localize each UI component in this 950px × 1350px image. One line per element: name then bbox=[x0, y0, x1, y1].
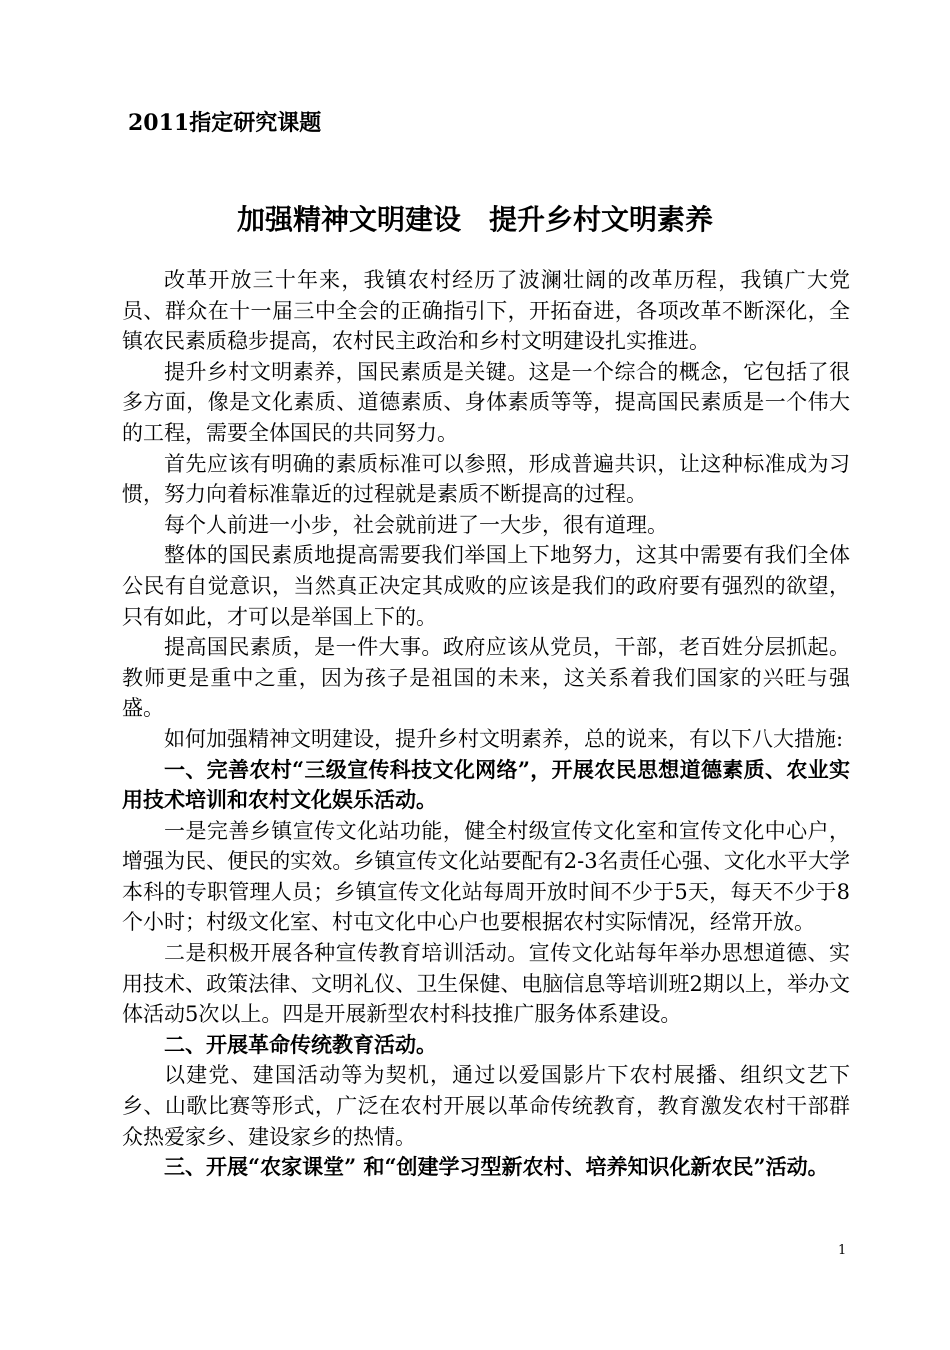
paragraph: 提高国民素质，是一件大事。政府应该从党员，干部，老百姓分层抓起。教师更是重中之重，因为孩子是祖国的未来，这关系着我们国家的兴旺与强盛。 bbox=[122, 635, 850, 721]
document-title: 加强精神文明建设 提升乡村文明素养 bbox=[236, 203, 713, 236]
paragraph: 提升乡村文明素养，国民素质是关键。这是一个综合的概念，它包括了很多方面，像是文化素质、道德素质、身体素质等等，提高国民素质是一个伟大的工程，需要全体国民的共同努力。 bbox=[122, 359, 850, 445]
paragraph: 首先应该有明确的素质标准可以参照，形成普遍共识，让这种标准成为习惯，努力向着标准靠近的过程就是素质不断提高的过程。 bbox=[122, 451, 850, 507]
paragraph: 二是积极开展各种宣传教育培训活动。宣传文化站每年举办思想道德、实用技术、政策法律、文明礼仪、卫生保健、电脑信息等培训班2期以上，举办文体活动5次以上。四是开展新型农村科技推广服务体系建设。 bbox=[122, 941, 850, 1027]
section-heading-2: 二、开展革命传统教育活动。 bbox=[164, 1031, 437, 1057]
document-body bbox=[122, 265, 850, 1183]
paragraph: 整体的国民素质地提高需要我们举国上下地努力，这其中需要有我们全体公民有自觉意识，当然真正决定其成败的应该是我们的政府要有强烈的欲望，只有如此，才可以是举国上下的。 bbox=[122, 543, 850, 629]
paragraph: 一是完善乡镇宣传文化站功能，健全村级宣传文化室和宣传文化中心户，增强为民、便民的实效。乡镇宣传文化站要配有2-3名责任心强、文化水平大学本科的专职管理人员；乡镇宣传文化站每周开放时间不少于5天，每天不少于8个小时；村级文化室、村屯文化中心户也要根据农村实际情况，经常开放。 bbox=[122, 818, 850, 935]
section-heading-3: 三、开展“农家课堂” 和“创建学习型新农村、培养知识化新农民”活动。 bbox=[164, 1154, 829, 1180]
paragraph: 每个人前进一小步，社会就前进了一大步，很有道理。 bbox=[164, 512, 668, 537]
paragraph: 如何加强精神文明建设，提升乡村文明素养，总的说来，有以下八大措施: bbox=[164, 726, 844, 751]
section-heading-1: 一、完善农村“三级宣传科技文化网络”，开展农民思想道德素质、农业实用技术培训和农村文化娱乐活动。 bbox=[122, 756, 850, 813]
paragraph: 以建党、建国活动等为契机，通过以爱国影片下农村展播、组织文艺下乡、山歌比赛等形式，广泛在农村开展以革命传统教育，教育激发农村干部群众热爱家乡、建设家乡的热情。 bbox=[122, 1063, 850, 1149]
paragraph: 改革开放三十年来，我镇农村经历了波澜壮阔的改革历程，我镇广大党员、群众在十一届三中全会的正确指引下，开拓奋进，各项改革不断深化，全镇农民素质稳步提高，农村民主政治和乡村文明建设扎实推进。 bbox=[122, 268, 850, 354]
document-header: 2011指定研究课题 bbox=[128, 110, 322, 136]
page-number: 1 bbox=[838, 1243, 847, 1258]
